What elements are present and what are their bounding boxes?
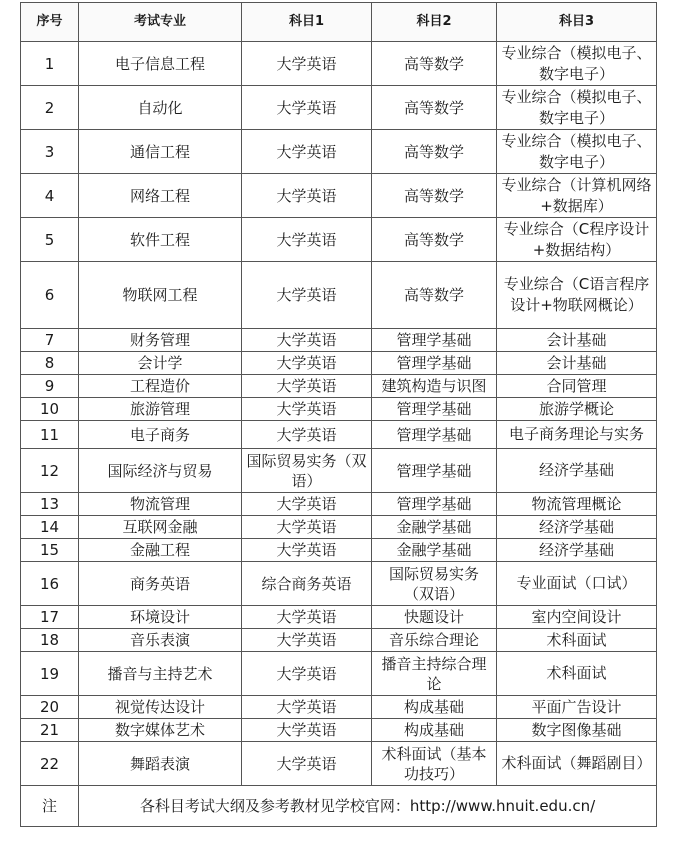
row-subject-2: 高等数学	[372, 218, 497, 262]
table-row	[21, 42, 657, 86]
row-subject-1: 大学英语	[242, 352, 372, 375]
row-subject-3: 会计基础	[497, 329, 657, 352]
table-row	[21, 629, 657, 652]
row-subject-2: 建筑构造与识图	[372, 375, 497, 398]
table-row	[21, 449, 657, 493]
row-subject-1: 大学英语	[242, 742, 372, 786]
row-subject-1: 大学英语	[242, 606, 372, 629]
row-subject-2: 国际贸易实务（双语）	[372, 562, 497, 606]
row-major: 数字媒体艺术	[79, 719, 242, 742]
row-subject-3: 旅游学概论	[497, 398, 657, 421]
table-header	[21, 3, 657, 42]
table-row	[21, 218, 657, 262]
row-subject-3: 专业综合（C语言程序设计+物联网概论）	[497, 262, 657, 329]
row-major: 会计学	[79, 352, 242, 375]
row-major: 国际经济与贸易	[79, 449, 242, 493]
row-subject-1: 大学英语	[242, 218, 372, 262]
row-major: 通信工程	[79, 130, 242, 174]
row-subject-2: 管理学基础	[372, 449, 497, 493]
row-major: 环境设计	[79, 606, 242, 629]
row-index: 3	[21, 130, 79, 174]
row-major: 互联网金融	[79, 516, 242, 539]
row-major: 金融工程	[79, 539, 242, 562]
row-subject-1: 大学英语	[242, 719, 372, 742]
row-subject-2: 管理学基础	[372, 329, 497, 352]
row-subject-2: 快题设计	[372, 606, 497, 629]
table-row	[21, 539, 657, 562]
row-subject-3: 经济学基础	[497, 516, 657, 539]
note-text: 各科目考试大纲及参考教材见学校官网：http://www.hnuit.edu.cn/	[79, 786, 657, 827]
row-major: 电子商务	[79, 421, 242, 449]
row-index: 19	[21, 652, 79, 696]
row-major: 工程造价	[79, 375, 242, 398]
row-major: 播音与主持艺术	[79, 652, 242, 696]
row-index: 12	[21, 449, 79, 493]
row-index: 18	[21, 629, 79, 652]
row-subject-3: 术科面试	[497, 652, 657, 696]
row-subject-1: 大学英语	[242, 629, 372, 652]
row-subject-2: 金融学基础	[372, 516, 497, 539]
row-subject-3: 术科面试	[497, 629, 657, 652]
row-major: 财务管理	[79, 329, 242, 352]
row-major: 网络工程	[79, 174, 242, 218]
table-row	[21, 329, 657, 352]
row-subject-2: 构成基础	[372, 719, 497, 742]
row-subject-1: 大学英语	[242, 696, 372, 719]
row-subject-1: 大学英语	[242, 42, 372, 86]
row-subject-3: 术科面试（舞蹈剧目）	[497, 742, 657, 786]
table-row	[21, 493, 657, 516]
row-subject-1: 大学英语	[242, 539, 372, 562]
row-index: 22	[21, 742, 79, 786]
row-subject-1: 大学英语	[242, 262, 372, 329]
table-row	[21, 86, 657, 130]
row-subject-1: 大学英语	[242, 174, 372, 218]
row-subject-1: 大学英语	[242, 516, 372, 539]
note-row	[21, 786, 657, 827]
row-subject-1: 大学英语	[242, 652, 372, 696]
row-subject-2: 管理学基础	[372, 421, 497, 449]
row-subject-1: 大学英语	[242, 329, 372, 352]
row-index: 7	[21, 329, 79, 352]
table-row	[21, 375, 657, 398]
row-subject-2: 播音主持综合理论	[372, 652, 497, 696]
table-row	[21, 562, 657, 606]
row-subject-1: 大学英语	[242, 493, 372, 516]
row-major: 视觉传达设计	[79, 696, 242, 719]
table-row	[21, 174, 657, 218]
row-index: 9	[21, 375, 79, 398]
row-subject-2: 音乐综合理论	[372, 629, 497, 652]
row-major: 商务英语	[79, 562, 242, 606]
row-subject-3: 专业综合（模拟电子、数字电子）	[497, 130, 657, 174]
row-major: 自动化	[79, 86, 242, 130]
row-subject-1: 大学英语	[242, 421, 372, 449]
table-body	[21, 42, 657, 786]
row-index: 10	[21, 398, 79, 421]
row-subject-3: 合同管理	[497, 375, 657, 398]
header-index: 序号	[21, 3, 79, 42]
header-major: 考试专业	[79, 3, 242, 42]
header-subject-2: 科目2	[372, 3, 497, 42]
row-major: 音乐表演	[79, 629, 242, 652]
row-index: 4	[21, 174, 79, 218]
table-row	[21, 130, 657, 174]
row-subject-2: 金融学基础	[372, 539, 497, 562]
row-subject-3: 经济学基础	[497, 449, 657, 493]
table-row	[21, 696, 657, 719]
row-subject-3: 经济学基础	[497, 539, 657, 562]
exam-subjects-table	[20, 2, 657, 827]
row-subject-2: 高等数学	[372, 262, 497, 329]
row-subject-3: 电子商务理论与实务	[497, 421, 657, 449]
note-label: 注	[21, 786, 79, 827]
row-subject-2: 管理学基础	[372, 352, 497, 375]
row-index: 15	[21, 539, 79, 562]
row-major: 舞蹈表演	[79, 742, 242, 786]
table-row	[21, 352, 657, 375]
table-row	[21, 516, 657, 539]
row-major: 软件工程	[79, 218, 242, 262]
row-subject-2: 管理学基础	[372, 398, 497, 421]
row-subject-2: 构成基础	[372, 696, 497, 719]
row-subject-3: 物流管理概论	[497, 493, 657, 516]
row-subject-1: 大学英语	[242, 375, 372, 398]
row-index: 20	[21, 696, 79, 719]
row-index: 8	[21, 352, 79, 375]
row-subject-2: 高等数学	[372, 42, 497, 86]
header-row	[21, 3, 657, 42]
table-row	[21, 606, 657, 629]
row-subject-3: 室内空间设计	[497, 606, 657, 629]
table-row	[21, 652, 657, 696]
row-subject-1: 大学英语	[242, 86, 372, 130]
row-index: 11	[21, 421, 79, 449]
row-major: 旅游管理	[79, 398, 242, 421]
table-footer	[21, 786, 657, 827]
row-subject-1: 大学英语	[242, 398, 372, 421]
row-major: 物联网工程	[79, 262, 242, 329]
header-subject-3: 科目3	[497, 3, 657, 42]
row-index: 21	[21, 719, 79, 742]
table-row	[21, 742, 657, 786]
row-major: 电子信息工程	[79, 42, 242, 86]
row-index: 16	[21, 562, 79, 606]
row-subject-2: 高等数学	[372, 174, 497, 218]
row-subject-3: 专业综合（模拟电子、数字电子）	[497, 86, 657, 130]
row-subject-1: 大学英语	[242, 130, 372, 174]
row-index: 13	[21, 493, 79, 516]
row-subject-1: 国际贸易实务（双语）	[242, 449, 372, 493]
row-index: 2	[21, 86, 79, 130]
row-subject-3: 专业综合（计算机网络+数据库）	[497, 174, 657, 218]
row-subject-3: 专业综合（C程序设计+数据结构）	[497, 218, 657, 262]
table-row	[21, 719, 657, 742]
table-row	[21, 262, 657, 329]
row-subject-3: 专业面试（口试）	[497, 562, 657, 606]
row-major: 物流管理	[79, 493, 242, 516]
row-subject-3: 平面广告设计	[497, 696, 657, 719]
row-index: 1	[21, 42, 79, 86]
table-row	[21, 421, 657, 449]
row-subject-2: 管理学基础	[372, 493, 497, 516]
row-subject-3: 会计基础	[497, 352, 657, 375]
row-subject-2: 高等数学	[372, 130, 497, 174]
row-subject-3: 专业综合（模拟电子、数字电子）	[497, 42, 657, 86]
row-index: 5	[21, 218, 79, 262]
header-subject-1: 科目1	[242, 3, 372, 42]
table-row	[21, 398, 657, 421]
row-index: 17	[21, 606, 79, 629]
row-subject-2: 术科面试（基本功技巧）	[372, 742, 497, 786]
row-subject-1: 综合商务英语	[242, 562, 372, 606]
row-subject-3: 数字图像基础	[497, 719, 657, 742]
row-subject-2: 高等数学	[372, 86, 497, 130]
row-index: 6	[21, 262, 79, 329]
row-index: 14	[21, 516, 79, 539]
